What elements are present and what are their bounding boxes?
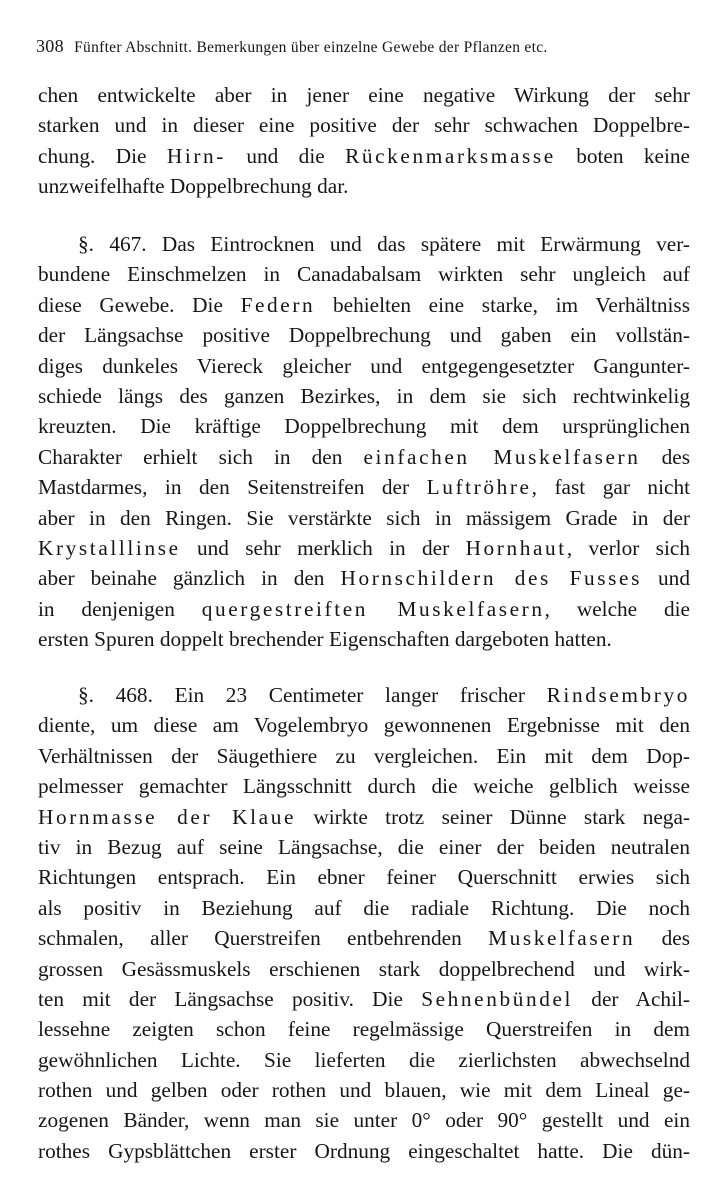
- text-line: [38, 594, 690, 624]
- text-line: [38, 381, 690, 411]
- running-title: Fünfter Abschnitt. Bemerkungen über einzelne Gewebe der Pflanzen etc.: [74, 39, 548, 56]
- text-run: starken und in dieser eine positive der sehr schwachen Doppelbre-: [38, 113, 690, 138]
- spaced-emphasis: Rückenmarksmasse: [345, 143, 556, 168]
- text-line: [38, 80, 690, 110]
- text-run: aber beinahe gänzlich in den: [38, 566, 341, 591]
- text-run: und die: [226, 143, 346, 168]
- text-line: [38, 171, 690, 201]
- text-run: rothes Gypsblättchen erster Ordnung eingeschaltet hatte. Die dün-: [38, 1138, 690, 1163]
- spaced-emphasis: Luftröhre: [426, 475, 532, 500]
- spaced-emphasis: Sehnenbündel: [421, 986, 574, 1011]
- text-line: [38, 923, 690, 953]
- text-run: Mastdarmes, in den Seitenstreifen der: [38, 475, 427, 500]
- spaced-emphasis: Muskelfasern: [488, 926, 636, 951]
- text-run: lessehne zeigten schon feine regelmässige Querstreifen in dem: [38, 1017, 690, 1042]
- text-run: ten mit der Längsachse positiv. Die: [38, 986, 422, 1011]
- text-run: gewöhnlichen Lichte. Sie lieferten die zierlichsten abwechselnd: [38, 1047, 690, 1072]
- text-line: [38, 1014, 690, 1044]
- text-run: pelmesser gemachter Längsschnitt durch die weiche gelblich weisse: [38, 774, 690, 799]
- text-line: [38, 710, 690, 740]
- text-line: [38, 472, 690, 502]
- text-line: [38, 229, 690, 259]
- spaced-emphasis: Hornmasse der Klaue: [38, 804, 297, 829]
- paragraph-section-468: [38, 680, 690, 1166]
- text-run: zogenen Bänder, wenn man sie unter 0° oder 90° gestellt und ein: [38, 1108, 690, 1133]
- text-run: schiede längs des ganzen Bezirkes, in dem sie sich rechtwinkelig: [38, 383, 690, 408]
- text-run: Charakter erhielt sich in den: [38, 444, 364, 469]
- spaced-emphasis: quergestreiften Muskelfasern: [201, 596, 545, 621]
- text-line: [38, 1105, 690, 1135]
- text-run: , fast gar nicht: [531, 475, 691, 500]
- text-run: §. 468. Ein 23 Centimeter langer frischer: [78, 683, 547, 707]
- paragraph-continuation: [38, 80, 690, 202]
- text-run: des: [640, 444, 690, 469]
- text-run: §. 467. Das Eintrocknen und das spätere mit Erwärmung ver-: [78, 232, 690, 256]
- text-line: [38, 680, 690, 710]
- text-run: diente, um diese am Vogelembryo gewonnenen Ergebnisse mit den: [38, 713, 690, 738]
- text-line: [38, 1075, 690, 1105]
- text-run: , verlor sich: [566, 535, 690, 560]
- text-line: [38, 741, 690, 771]
- text-run: wirkte trotz seiner Dünne stark nega-: [296, 804, 690, 829]
- text-run: in denjenigen: [38, 596, 202, 621]
- text-run: behielten eine starke, im Verhältniss: [315, 292, 691, 317]
- text-line: [38, 442, 690, 472]
- paragraph-section-467: [38, 229, 690, 654]
- text-run: des: [635, 926, 690, 951]
- spaced-emphasis: Hornhaut: [465, 535, 567, 560]
- text-line: [38, 563, 690, 593]
- text-run: der Achil-: [573, 986, 690, 1011]
- running-head: [36, 36, 696, 57]
- text-run: und: [641, 566, 690, 591]
- text-run: diges dunkeles Viereck gleicher und entgegengesetzter Gangunter-: [38, 353, 690, 378]
- text-line: [38, 1136, 690, 1166]
- text-line: [38, 533, 690, 563]
- text-line: [38, 141, 690, 171]
- text-run: chung. Die: [38, 143, 167, 168]
- text-run: unzweifelhafte Doppelbrechung dar.: [38, 174, 349, 199]
- text-line: [38, 771, 690, 801]
- text-run: bundene Einschmelzen in Canadabalsam wirkten sehr ungleich auf: [38, 262, 690, 287]
- text-line: [38, 893, 690, 923]
- text-line: [38, 1045, 690, 1075]
- text-run: grossen Gesässmuskels erschienen stark doppelbrechend und wirk-: [38, 956, 690, 981]
- text-line: [38, 984, 690, 1014]
- spaced-emphasis: Krystalllinse: [38, 535, 181, 560]
- text-run: Richtungen entsprach. Ein ebner feiner Querschnitt erwies sich: [38, 865, 690, 890]
- text-line: [38, 503, 690, 533]
- spaced-emphasis: Hornschildern des Fusses: [340, 566, 642, 591]
- text-run: diese Gewebe. Die: [38, 292, 241, 317]
- text-line: [38, 259, 690, 289]
- text-run: tiv in Bezug auf seine Längsachse, die einer der beiden neutralen: [38, 834, 690, 859]
- text-run: und sehr merklich in der: [180, 535, 466, 560]
- page-number: 308: [36, 36, 64, 56]
- text-run: ersten Spuren doppelt brechender Eigenschaften dargeboten hatten.: [38, 627, 612, 652]
- text-run: Verhältnissen der Säugethiere zu vergleichen. Ein mit dem Dop-: [38, 743, 690, 768]
- text-line: [38, 954, 690, 984]
- text-run: , welche die: [544, 596, 691, 621]
- text-line: [38, 320, 690, 350]
- text-run: kreuzten. Die kräftige Doppelbrechung mit dem ursprünglichen: [38, 414, 690, 439]
- spaced-emphasis: Hirn-: [166, 143, 226, 168]
- text-line: [38, 110, 690, 140]
- spaced-emphasis: Federn: [240, 292, 316, 317]
- text-run: aber in den Ringen. Sie verstärkte sich in mässigem Grade in der: [38, 505, 690, 530]
- text-run: als positiv in Beziehung auf die radiale Richtung. Die noch: [38, 895, 690, 920]
- text-run: der Längsachse positive Doppelbrechung und gaben ein vollstän-: [38, 323, 690, 348]
- text-line: [38, 802, 690, 832]
- text-run: rothen und gelben oder rothen und blauen, wie mit dem Lineal ge-: [38, 1078, 690, 1103]
- text-line: [38, 832, 690, 862]
- text-line: [38, 351, 690, 381]
- text-line: [38, 411, 690, 441]
- text-run: chen entwickelte aber in jener eine negative Wirkung der sehr: [38, 83, 690, 107]
- text-line: [38, 290, 690, 320]
- text-run: schmalen, aller Querstreifen entbehrenden: [38, 926, 489, 951]
- spaced-emphasis: Rindsembryo: [546, 683, 690, 707]
- text-line: [38, 862, 690, 892]
- spaced-emphasis: einfachen Muskelfasern: [363, 444, 641, 469]
- text-line: [38, 624, 690, 654]
- text-run: boten keine: [555, 143, 690, 168]
